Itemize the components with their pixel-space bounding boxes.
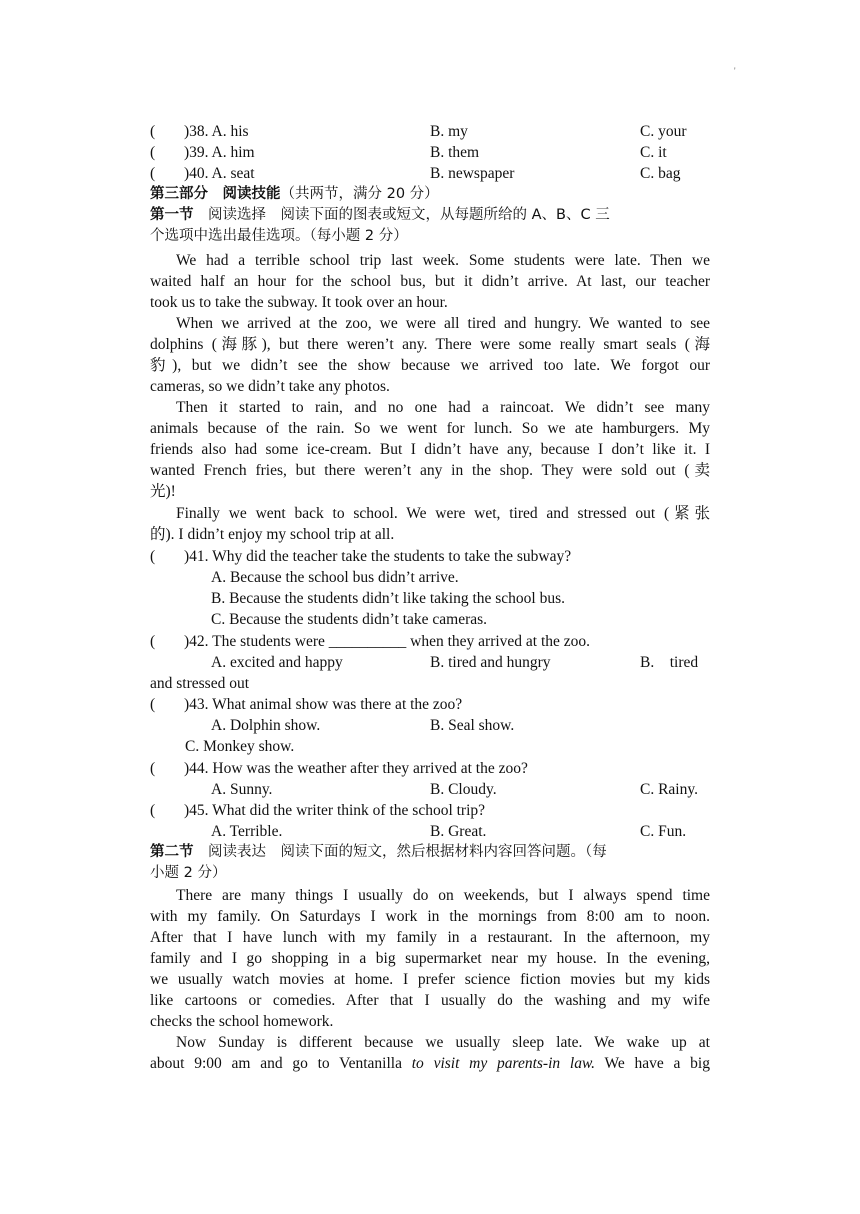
question-stem: )43. What animal show was there at the zoo? <box>184 696 463 713</box>
passage2-line: family and I go shopping in a big supermarket near my house. In the evening, <box>150 950 710 967</box>
passage2-text: We have a big <box>595 1055 710 1072</box>
section1-instructions: 阅读选择 阅读下面的图表或短文，从每题所给的 A、B、C 三 <box>193 207 610 223</box>
passage1-line: 的). I didn’t enjoy my school trip at all. <box>150 526 395 543</box>
passage2-line: checks the school homework. <box>150 1013 334 1030</box>
option-c-cont: and stressed out <box>150 675 250 692</box>
option-c: C. Rainy. <box>640 781 698 798</box>
option-b: B. Seal show. <box>430 717 515 734</box>
answer-paren: ( <box>150 123 156 140</box>
option-b: B. newspaper <box>430 165 515 182</box>
question-stem: )44. How was the weather after they arrived at the zoo? <box>184 760 528 777</box>
answer-paren: ( <box>150 144 156 161</box>
passage2-line: After that I have lunch with my family in a restaurant. In the afternoon, my <box>150 929 710 946</box>
passage1-line: When we arrived at the zoo, we were all tired and hungry. We wanted to see <box>176 315 710 332</box>
passage1-line: Finally we went back to school. We were wet, tired and stressed out (紧张 <box>176 505 710 522</box>
section2-title: 第二节 <box>150 844 194 860</box>
question-44-options <box>150 779 710 800</box>
option-c: C. bag <box>640 165 681 182</box>
option-a: )39. A. him <box>184 144 255 161</box>
part3-heading <box>150 184 439 205</box>
question-41 <box>150 546 710 567</box>
passage1-line: dolphins (海豚), but there weren’t any. There were some really smart seals (海 <box>150 336 710 353</box>
passage1-line: cameras, so we didn’t take any photos. <box>150 378 390 395</box>
answer-paren: ( <box>150 165 156 182</box>
option-c: C. Fun. <box>640 823 687 840</box>
option-a: A. Sunny. <box>211 781 273 798</box>
option-b: B. them <box>430 144 480 161</box>
option-b: B. tired and hungry <box>430 654 551 671</box>
answer-paren: ( <box>150 696 156 713</box>
option-c: C. it <box>640 144 667 161</box>
option-c: C. Because the students didn’t take cameras. <box>211 611 488 628</box>
question-43 <box>150 694 710 715</box>
question-45 <box>150 800 710 821</box>
section1-title: 第一节 <box>150 207 194 223</box>
option-c: C. Monkey show. <box>185 738 295 755</box>
question-40 <box>150 163 710 184</box>
question-44 <box>150 758 710 779</box>
option-b: B. Cloudy. <box>430 781 497 798</box>
section1-instructions-cont: 个选项中选出最佳选项。（每小题 2 分） <box>150 228 408 244</box>
part3-title: 第三部分 阅读技能 <box>150 186 281 202</box>
question-stem: )45. What did the writer think of the school trip? <box>184 802 486 819</box>
section2-instructions-cont: 小题 2 分） <box>150 865 227 881</box>
option-a: A. Because the school bus didn’t arrive. <box>211 569 459 586</box>
question-45-options <box>150 821 710 842</box>
section2-instructions: 阅读表达 阅读下面的短文，然后根据材料内容回答问题。（每 <box>193 844 607 860</box>
option-a: )38. A. his <box>184 123 249 140</box>
passage2-line: There are many things I usually do on weekends, but I always spend time <box>176 887 710 904</box>
passage2-line: we usually watch movies at home. I prefer science fiction movies but my kids <box>150 971 710 988</box>
passage1-line: 光)! <box>150 483 176 500</box>
question-42 <box>150 631 710 652</box>
passage1-line: Then it started to rain, and no one had a raincoat. We didn’t see many <box>176 399 710 416</box>
answer-paren: ( <box>150 802 156 819</box>
corner-mark: ' <box>734 66 736 76</box>
passage1-line: waited half an hour for the school bus, but it didn’t arrive. At last, our teacher <box>150 273 710 290</box>
question-42-options <box>150 652 710 673</box>
question-stem: )41. Why did the teacher take the students to take the subway? <box>184 548 572 565</box>
passage2-text: about 9:00 am and go to Ventanilla <box>150 1055 412 1072</box>
option-b: B. my <box>430 123 468 140</box>
option-c: C. your <box>640 123 687 140</box>
question-38 <box>150 121 710 142</box>
part3-note: （共两节，满分 20 分） <box>280 186 439 202</box>
question-39 <box>150 142 710 163</box>
passage2-line: like cartoons or comedies. After that I usually do the washing and my wife <box>150 992 710 1009</box>
passage2-italic-text: to visit my parents-in law. <box>411 1055 596 1072</box>
passage1-line: animals because of the rain. So we went for lunch. So we ate hamburgers. My <box>150 420 710 437</box>
section1-heading <box>150 205 610 226</box>
option-b: B. Great. <box>430 823 487 840</box>
answer-paren: ( <box>150 548 156 565</box>
question-stem: )42. The students were __________ when they arrived at the zoo. <box>184 633 591 650</box>
option-b: B. Because the students didn’t like taking the school bus. <box>211 590 566 607</box>
passage2-line: Now Sunday is different because we usually sleep late. We wake up at <box>176 1034 710 1051</box>
answer-paren: ( <box>150 760 156 777</box>
option-a: )40. A. seat <box>184 165 255 182</box>
passage1-line: wanted French fries, but there weren’t any in the shop. They were sold out (卖 <box>150 462 710 479</box>
option-a: A. Terrible. <box>211 823 283 840</box>
answer-paren: ( <box>150 633 156 650</box>
passage1-line: took us to take the subway. It took over an hour. <box>150 294 448 311</box>
section2-heading <box>150 842 607 863</box>
passage1-line: 豹), but we didn’t see the show because we arrived too late. We forgot our <box>150 357 710 374</box>
passage2-line <box>150 1053 710 1074</box>
option-a: A. Dolphin show. <box>211 717 321 734</box>
question-43-options <box>150 715 710 736</box>
passage1-line: We had a terrible school trip last week. Some students were late. Then we <box>176 252 710 269</box>
option-a: A. excited and happy <box>211 654 343 671</box>
passage2-line: with my family. On Saturdays I work in the mornings from 8:00 am to noon. <box>150 908 710 925</box>
passage1-line: friends also had some ice-cream. But I didn’t have any, because I don’t like it. I <box>150 441 710 458</box>
option-c: B. tired <box>640 654 699 671</box>
